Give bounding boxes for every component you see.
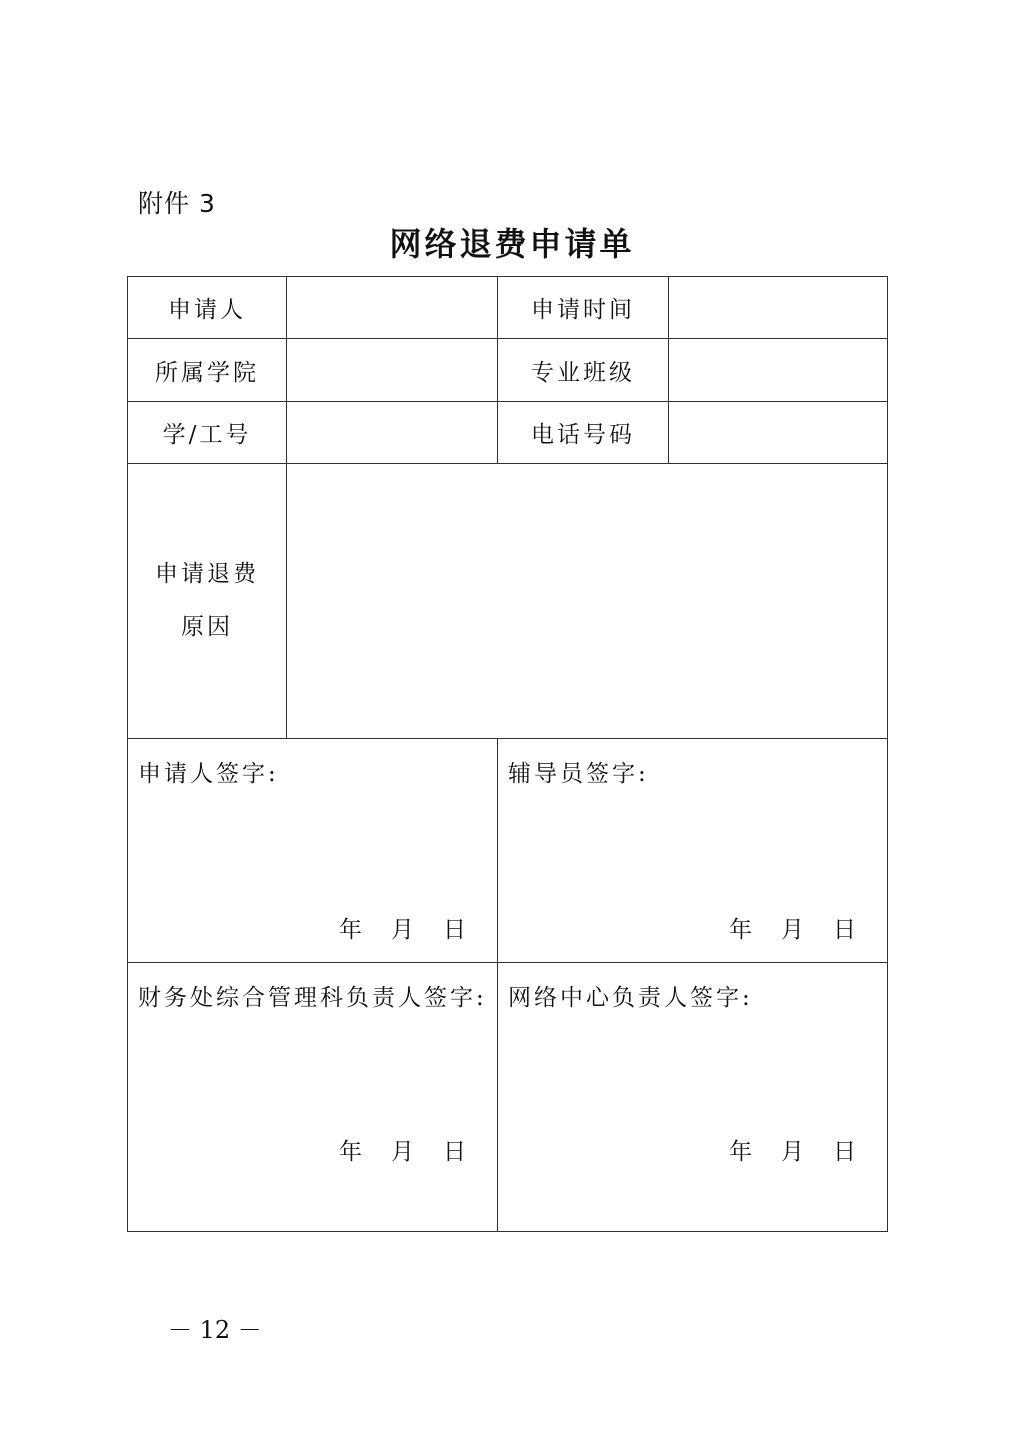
network-center-signature-cell[interactable] xyxy=(498,963,888,1232)
major-class-label: 专业班级 xyxy=(498,339,669,402)
refund-reason-label xyxy=(128,464,287,739)
network-center-signature-date xyxy=(729,1133,859,1166)
applicant-label: 申请人 xyxy=(128,277,287,339)
major-class-input-cell[interactable] xyxy=(669,339,888,402)
form-row-applicant xyxy=(128,277,888,339)
form-row-signatures-2 xyxy=(128,963,888,1232)
phone-label: 电话号码 xyxy=(498,402,669,464)
refund-reason-label-line1: 申请退费 xyxy=(155,561,259,587)
page-number: － 12 － xyxy=(168,1316,262,1344)
applicant-signature-date xyxy=(339,911,469,944)
finance-signature-cell[interactable] xyxy=(128,963,498,1232)
date-month-label: 月 xyxy=(391,1139,417,1165)
date-year-label: 年 xyxy=(339,917,365,943)
college-input-cell[interactable] xyxy=(287,339,498,402)
phone-input-cell[interactable] xyxy=(669,402,888,464)
finance-signature-label: 财务处综合管理科负责人签字: xyxy=(138,985,487,1011)
form-row-college xyxy=(128,339,888,402)
counselor-signature-label: 辅导员签字: xyxy=(508,761,649,787)
form-row-id xyxy=(128,402,888,464)
applicant-signature-cell[interactable] xyxy=(128,739,498,963)
date-year-label: 年 xyxy=(729,1139,755,1165)
form-row-signatures-1 xyxy=(128,739,888,963)
date-day-label: 日 xyxy=(833,1139,859,1165)
date-year-label: 年 xyxy=(729,917,755,943)
date-month-label: 月 xyxy=(781,917,807,943)
date-year-label: 年 xyxy=(339,1139,365,1165)
refund-reason-label-line2: 原因 xyxy=(181,614,233,640)
apply-time-label: 申请时间 xyxy=(498,277,669,339)
counselor-signature-date xyxy=(729,911,859,944)
id-number-input-cell[interactable] xyxy=(287,402,498,464)
form-row-reason xyxy=(128,464,888,739)
date-month-label: 月 xyxy=(391,917,417,943)
refund-form-table xyxy=(127,276,888,1232)
date-day-label: 日 xyxy=(443,917,469,943)
date-day-label: 日 xyxy=(443,1139,469,1165)
date-day-label: 日 xyxy=(833,917,859,943)
applicant-signature-label: 申请人签字: xyxy=(138,761,279,787)
network-center-signature-label: 网络中心负责人签字: xyxy=(508,985,753,1011)
college-label: 所属学院 xyxy=(128,339,287,402)
applicant-input-cell[interactable] xyxy=(287,277,498,339)
id-number-label: 学/工号 xyxy=(128,402,287,464)
counselor-signature-cell[interactable] xyxy=(498,739,888,963)
apply-time-input-cell[interactable] xyxy=(669,277,888,339)
attachment-label: 附件 3 xyxy=(138,189,216,218)
date-month-label: 月 xyxy=(781,1139,807,1165)
finance-signature-date xyxy=(339,1133,469,1166)
page-title: 网络退费申请单 xyxy=(389,225,635,263)
refund-reason-input-cell[interactable] xyxy=(287,464,888,739)
